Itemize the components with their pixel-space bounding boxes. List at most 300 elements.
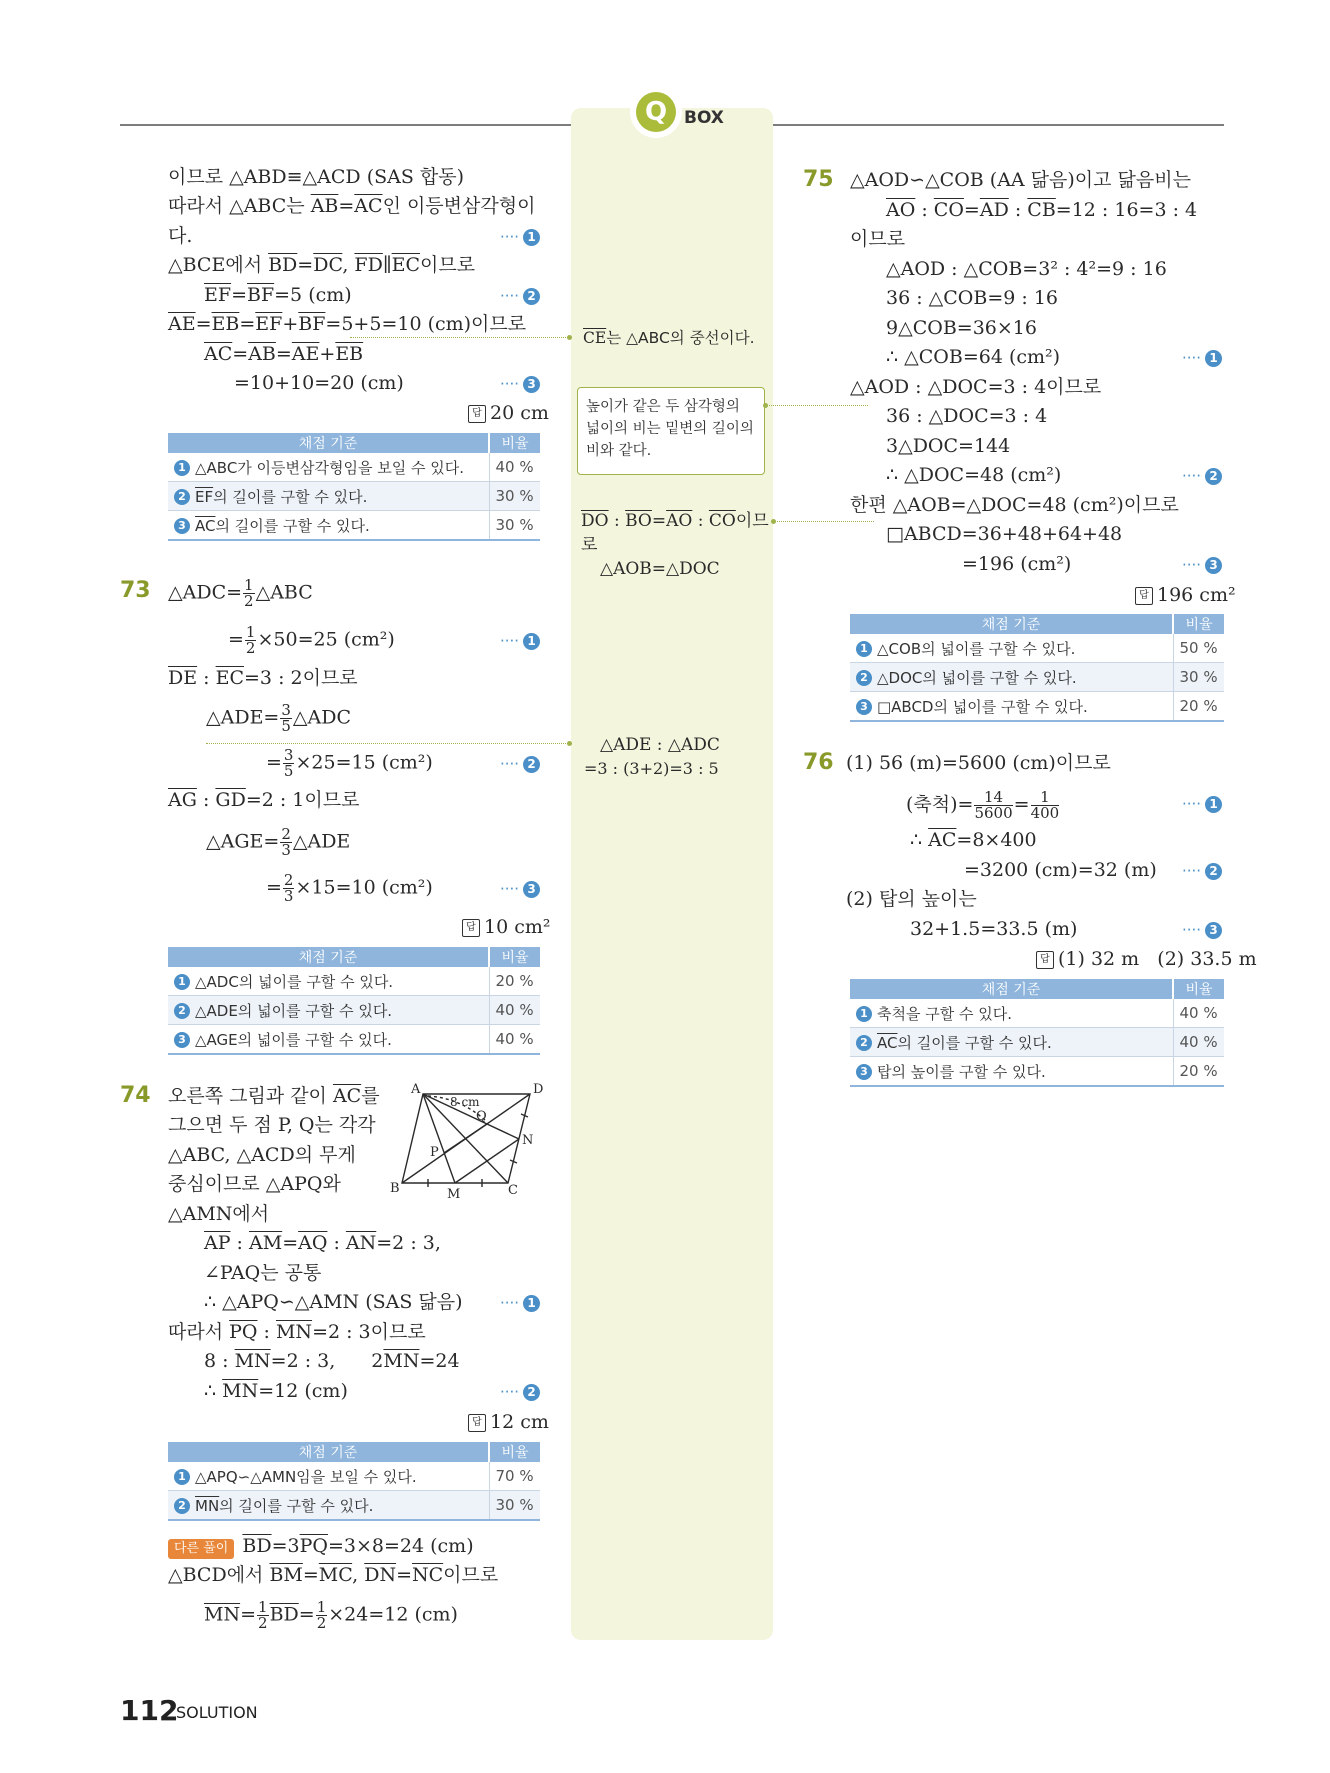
- seg: $\overline{AQ}$: [298, 1232, 328, 1254]
- circle-num: 2: [523, 288, 540, 305]
- page-number: 112: [120, 1694, 179, 1727]
- p74-alt-line-1: [168, 1533, 474, 1559]
- circle-num: 1: [174, 1469, 190, 1485]
- p75-line-9: 36 : △DOC=3 : 4: [886, 405, 1048, 427]
- ratio-cell: 20 %: [1173, 1057, 1224, 1087]
- seg: $\overline{BF}$: [298, 313, 326, 335]
- t: 인 이등변삼각형이: [382, 195, 536, 217]
- criteria-header: 채점 기준: [168, 947, 489, 967]
- t: =8×400: [956, 829, 1037, 851]
- fraction: [1031, 790, 1060, 821]
- t: =: [1013, 793, 1030, 816]
- seg: $\overline{PQ}$: [229, 1321, 258, 1343]
- criteria-cell: [850, 692, 1173, 722]
- leader-line-1: [350, 337, 572, 338]
- dots: ····: [500, 228, 520, 246]
- t: 이므로: [443, 1564, 499, 1586]
- numerator: 1: [258, 1598, 268, 1616]
- seg: $\overline{AN}$: [345, 1232, 377, 1254]
- t: :: [608, 511, 626, 531]
- p74-line-8: ∴ △APQ∽△AMN (SAS 닮음): [204, 1291, 463, 1313]
- seg: $\overline{CO}$: [708, 511, 736, 531]
- criteria-cell: [168, 453, 489, 482]
- answer-icon: 답: [1135, 587, 1153, 605]
- t: =: [651, 511, 667, 531]
- denominator: 5: [283, 762, 294, 780]
- t: +: [319, 343, 336, 365]
- denominator: 5600: [974, 804, 1013, 822]
- t: :: [915, 199, 934, 221]
- qbox-note-ce: [583, 326, 755, 350]
- circle-num: 2: [523, 756, 540, 773]
- ratio-cell: 40 %: [1173, 999, 1224, 1028]
- seg: $\overline{AC}$: [195, 516, 216, 535]
- p75-line-14: =196 (cm²): [962, 553, 1072, 575]
- answer-text: (1) 32 m (2) 33.5 m: [1058, 948, 1257, 970]
- t: 의 길이를 구할 수 있다.: [213, 487, 368, 506]
- circle-num: 1: [856, 641, 872, 657]
- p75-line-2: [886, 197, 1197, 223]
- criteria-header: 채점 기준: [850, 979, 1173, 999]
- seg: $\overline{AB}$: [248, 343, 276, 365]
- seg: $\overline{EC}$: [391, 254, 421, 276]
- step-marker-3: [500, 880, 540, 898]
- p73-line-5: [266, 748, 433, 779]
- ratio-cell: 40 %: [489, 996, 540, 1025]
- p76-line-4: =3200 (cm)=32 (m): [964, 859, 1157, 881]
- t: ,: [342, 254, 355, 276]
- seg: $\overline{EC}$: [215, 667, 245, 689]
- t: 2: [371, 1350, 384, 1372]
- seg: $\overline{DO}$: [581, 511, 609, 531]
- dots: ····: [500, 1294, 520, 1312]
- seg: $\overline{AB}$: [310, 195, 339, 217]
- criteria-cell: [168, 996, 489, 1025]
- circle-num: 3: [856, 699, 872, 715]
- criteria-header: 채점 기준: [850, 614, 1173, 634]
- seg-pq: [444, 1124, 487, 1153]
- dots: ····: [500, 880, 520, 898]
- circle-num: 3: [1205, 922, 1222, 939]
- criteria-header: 채점 기준: [168, 1442, 489, 1462]
- label-c: C: [508, 1183, 518, 1198]
- circle-num: 2: [1205, 863, 1222, 880]
- p74-line-1: [168, 1083, 380, 1109]
- step-marker-2: [500, 1383, 540, 1401]
- criteria-cell: [850, 1028, 1173, 1057]
- answer-text: 20 cm: [490, 402, 549, 424]
- t: =2 : 3이므로: [312, 1321, 426, 1343]
- t: =: [963, 199, 980, 221]
- criteria-cell: [168, 511, 489, 541]
- t: =12 (cm): [258, 1380, 348, 1402]
- t: :: [692, 511, 709, 531]
- fraction: [280, 703, 292, 734]
- p74-line-10: [204, 1348, 460, 1374]
- circle-num: 1: [523, 1295, 540, 1312]
- step-marker-2: [500, 755, 540, 773]
- seg: $\overline{AC}$: [928, 829, 957, 851]
- circle-num: 2: [856, 670, 872, 686]
- t: =3 : 2이므로: [244, 667, 358, 689]
- seg: $\overline{CO}$: [933, 199, 964, 221]
- dots: ····: [1182, 556, 1202, 574]
- p76-criteria-table: [850, 979, 1224, 1087]
- p74-line-3: △ABC, △ACD의 무게: [168, 1144, 356, 1166]
- circle-num: 3: [856, 1064, 872, 1080]
- p75-line-4: △AOD : △COB=3² : 4²=9 : 16: [886, 258, 1167, 280]
- seg: $\overline{MN}$: [234, 1350, 271, 1372]
- p72-line-6: [168, 311, 526, 337]
- p72-line-2: [168, 193, 535, 219]
- p74-criteria-table: [168, 1442, 540, 1521]
- t: =2 : 3,: [376, 1232, 441, 1254]
- p73-criteria-table: [168, 947, 540, 1055]
- t: =: [195, 313, 212, 335]
- seg: $\overline{MC}$: [318, 1564, 353, 1586]
- seg: $\overline{CB}$: [1027, 199, 1056, 221]
- t: =: [240, 1603, 257, 1626]
- t: =: [338, 195, 355, 217]
- p76-answer: [1036, 948, 1257, 970]
- fraction: [280, 827, 292, 858]
- seg: $\overline{NC}$: [412, 1564, 444, 1586]
- t: =: [275, 343, 292, 365]
- ratio-header: 비율: [489, 1442, 540, 1462]
- t: :: [1008, 199, 1028, 221]
- p73-line-3: [168, 665, 358, 691]
- criteria-cell: [168, 1491, 489, 1521]
- problem-number: 76: [803, 750, 834, 775]
- numerator: 1: [316, 1598, 327, 1616]
- dots: ····: [500, 375, 520, 393]
- criteria-cell: [168, 1025, 489, 1055]
- p75-line-3: 이므로: [850, 228, 906, 250]
- qbox-note-aob: △AOB=△DOC: [600, 559, 720, 579]
- seg: $\overline{EF}$: [195, 487, 214, 506]
- t: :: [196, 789, 216, 811]
- numerator: 1: [1031, 790, 1060, 806]
- seg: $\overline{AC}$: [332, 1085, 362, 1107]
- fraction: [245, 625, 257, 656]
- t: 이므: [735, 511, 769, 531]
- seg: $\overline{MN}$: [204, 1603, 241, 1626]
- qbox-note-do: [581, 509, 769, 533]
- qbox-note-ade: △ADE : △ADC: [600, 735, 720, 755]
- step-marker-3: [1182, 921, 1222, 939]
- p74-line-5: △AMN에서: [168, 1203, 270, 1225]
- t: =: [297, 254, 314, 276]
- label-a: A: [411, 1082, 421, 1097]
- seg: $\overline{AC}$: [877, 1033, 898, 1052]
- t: =: [302, 1564, 319, 1586]
- p75-criteria-table: [850, 614, 1224, 722]
- p75-line-12: 한편 △AOB=△DOC=48 (cm²)이므로: [850, 494, 1179, 516]
- criteria-cell: [850, 663, 1173, 692]
- p74-line-4: 중심이므로 △APQ와: [168, 1173, 341, 1195]
- step-marker-2: [1182, 862, 1222, 880]
- t: :: [327, 1232, 346, 1254]
- circle-num: 1: [523, 633, 540, 650]
- seg: $\overline{FD}$: [354, 254, 383, 276]
- circle-num: 3: [523, 881, 540, 898]
- leader-line-ade: [206, 743, 572, 744]
- denominator: 3: [283, 887, 294, 905]
- t: (축척)=: [906, 793, 974, 816]
- criteria-cell: [850, 999, 1173, 1028]
- criteria-cell: [168, 967, 489, 996]
- ratio-header: 비율: [489, 433, 540, 453]
- t: 오른쪽 그림과 같이: [168, 1085, 333, 1107]
- t: ×25=15 (cm²): [295, 751, 433, 774]
- p72-line-7: [204, 341, 363, 367]
- ratio-header: 비율: [1173, 614, 1224, 634]
- circle-num: 1: [174, 460, 190, 476]
- t: △ABC가 이등변삼각형임을 보일 수 있다.: [195, 458, 464, 477]
- p75-line-11: ∴ △DOC=48 (cm²): [886, 464, 1062, 486]
- label-b: B: [390, 1181, 400, 1196]
- qbox-note-do-2: 로: [581, 535, 598, 555]
- seg: $\overline{BM}$: [269, 1564, 303, 1586]
- leader-dot: [567, 335, 572, 340]
- answer-icon: 답: [462, 919, 480, 937]
- t: =: [298, 1603, 315, 1626]
- t: ∴: [910, 829, 929, 851]
- p75-line-5: 36 : △COB=9 : 16: [886, 287, 1059, 309]
- t: 이므로: [420, 254, 476, 276]
- circle-num: 1: [1205, 350, 1222, 367]
- denominator: 3: [281, 841, 291, 859]
- t: △DOC의 넓이를 구할 수 있다.: [877, 668, 1077, 687]
- dots: ····: [500, 287, 520, 305]
- circle-num: 2: [174, 1498, 190, 1514]
- seg: $\overline{DC}$: [313, 254, 343, 276]
- p72-criteria-table: [168, 433, 540, 541]
- t: =: [232, 343, 249, 365]
- denominator: 2: [245, 639, 256, 657]
- t: :: [197, 667, 216, 689]
- t: 8 :: [204, 1350, 235, 1372]
- seg: $\overline{MN}$: [222, 1380, 259, 1402]
- p75-line-13: □ABCD=36+48+64+48: [886, 523, 1123, 545]
- p73-answer: [462, 916, 551, 938]
- ratio-header: 비율: [489, 947, 540, 967]
- t: =3×8=24 (cm): [327, 1535, 474, 1557]
- circle-num: 3: [174, 1032, 190, 1048]
- t: =: [396, 1564, 412, 1586]
- dots: ····: [1182, 795, 1202, 813]
- p73-line-6: [168, 787, 359, 813]
- circle-num: 2: [174, 1003, 190, 1019]
- p72-line-5: [204, 282, 352, 308]
- label-n: N: [522, 1133, 534, 1148]
- seg: $\overline{EF}$: [204, 284, 232, 306]
- numerator: 3: [283, 746, 294, 764]
- ratio-cell: 40 %: [489, 453, 540, 482]
- t: ∴: [204, 1380, 223, 1402]
- qbox-note-ratio: =3 : (3+2)=3 : 5: [584, 759, 719, 778]
- t: =3: [271, 1535, 300, 1557]
- seg: $\overline{MN}$: [275, 1321, 313, 1343]
- denominator: 2: [244, 592, 254, 610]
- seg: $\overline{AC}$: [204, 343, 233, 365]
- ratio-header: 비율: [1173, 979, 1224, 999]
- answer-icon: 답: [1036, 951, 1054, 969]
- t: △COB의 넓이를 구할 수 있다.: [877, 639, 1076, 658]
- t: :: [257, 1321, 276, 1343]
- dots: ····: [1182, 862, 1202, 880]
- fraction: [974, 790, 1012, 821]
- ratio-cell: 30 %: [489, 1491, 540, 1521]
- circle-num: 1: [174, 974, 190, 990]
- seg: $\overline{EB}$: [335, 343, 364, 365]
- p76-line-3: [910, 827, 1037, 853]
- denominator: 2: [316, 1614, 327, 1632]
- numerator: 14: [974, 790, 1012, 806]
- t: =: [282, 1232, 299, 1254]
- denominator: 2: [258, 1614, 268, 1632]
- step-marker-2: [1182, 467, 1222, 485]
- t: =2 : 3,: [270, 1350, 336, 1372]
- t: □ABCD의 넓이를 구할 수 있다.: [877, 697, 1088, 716]
- label-8cm: 8 cm: [450, 1095, 480, 1109]
- t: =12 : 16=3 : 4: [1055, 199, 1198, 221]
- step-marker-1: [500, 1294, 540, 1312]
- label-m: M: [447, 1187, 461, 1200]
- leader-line-box: [766, 405, 868, 406]
- p73-line-8: [266, 873, 433, 904]
- t: 따라서 △ABC는: [168, 195, 311, 217]
- seg: $\overline{AC}$: [354, 195, 383, 217]
- ratio-cell: 50 %: [1173, 634, 1224, 663]
- t: ∥: [382, 254, 392, 276]
- seg: $\overline{BO}$: [625, 511, 652, 531]
- seg: $\overline{BF}$: [246, 284, 275, 306]
- step-marker-1: [1182, 349, 1222, 367]
- p74-line-7: ∠PAQ는 공통: [204, 1262, 322, 1284]
- p73-line-7: [206, 827, 350, 858]
- fraction: [283, 873, 295, 904]
- t: 따라서: [168, 1321, 230, 1343]
- seg: $\overline{AM}$: [249, 1232, 283, 1254]
- dots: ····: [1182, 349, 1202, 367]
- criteria-cell: [168, 1462, 489, 1491]
- p74-line-9: [168, 1319, 426, 1345]
- t: 는 △ABC의 중선이다.: [606, 329, 755, 347]
- ratio-cell: 20 %: [489, 967, 540, 996]
- seg: $\overline{BD}$: [269, 1603, 299, 1626]
- p74-line-11: [204, 1378, 348, 1404]
- t: ×15=10 (cm²): [295, 876, 433, 899]
- t: =: [266, 751, 282, 774]
- t: =: [228, 628, 244, 651]
- qbox-word: BOX: [684, 108, 724, 128]
- t: △APQ∽△AMN임을 보일 수 있다.: [195, 1467, 417, 1486]
- ratio-cell: 30 %: [1173, 663, 1224, 692]
- t: △ADE의 넓이를 구할 수 있다.: [195, 1001, 393, 1020]
- circle-num: 1: [523, 229, 540, 246]
- t: =: [231, 284, 247, 306]
- t: 탑의 높이를 구할 수 있다.: [877, 1062, 1046, 1081]
- criteria-cell: [850, 634, 1173, 663]
- p73-line-1: [168, 578, 313, 609]
- circle-num: 3: [1205, 557, 1222, 574]
- fraction: [283, 748, 295, 779]
- label-d: D: [533, 1082, 544, 1097]
- t: :: [230, 1232, 249, 1254]
- ratio-cell: 30 %: [489, 511, 540, 541]
- ratio-cell: 30 %: [489, 482, 540, 511]
- seg: $\overline{BD}$: [242, 1535, 272, 1557]
- t: +: [282, 313, 299, 335]
- seg: $\overline{EF}$: [255, 313, 283, 335]
- denominator: 400: [1030, 804, 1060, 822]
- seg: $\overline{DN}$: [364, 1564, 397, 1586]
- ratio-cell: 40 %: [489, 1025, 540, 1055]
- p74-alt-line-3: [204, 1600, 458, 1631]
- p72-line-4: [168, 252, 475, 278]
- t: 를: [361, 1085, 380, 1107]
- ratio-cell: 40 %: [1173, 1028, 1224, 1057]
- top-rule-left: [120, 124, 572, 126]
- seg: $\overline{EB}$: [211, 313, 240, 335]
- numerator: 2: [281, 825, 291, 843]
- p72-line-3: 다.: [168, 225, 193, 247]
- p74-line-2: 그으면 두 점 P, Q는 각각: [168, 1114, 376, 1136]
- t: △AGE의 넓이를 구할 수 있다.: [195, 1030, 392, 1049]
- fraction: [316, 1600, 328, 1631]
- t: △ADE: [292, 830, 351, 853]
- t: △AGE=: [206, 830, 280, 853]
- seg: $\overline{AE}$: [291, 343, 320, 365]
- step-marker-3: [1182, 556, 1222, 574]
- t: △ADC=: [168, 581, 243, 604]
- t: △BCD에서: [168, 1564, 270, 1586]
- seg: $\overline{AO}$: [886, 199, 916, 221]
- footer-label: SOLUTION: [176, 1703, 258, 1722]
- leader-line-do: [774, 521, 874, 522]
- seg: $\overline{CE}$: [583, 329, 607, 347]
- seg: $\overline{AE}$: [168, 313, 196, 335]
- circle-num: 3: [523, 376, 540, 393]
- t: 축척을 구할 수 있다.: [877, 1004, 1012, 1023]
- answer-icon: 답: [468, 1414, 486, 1432]
- t: =5+5=10 (cm)이므로: [325, 313, 527, 335]
- answer-icon: 답: [468, 405, 486, 423]
- p75-line-6: 9△COB=36×16: [886, 317, 1037, 339]
- step-marker-1: [500, 632, 540, 650]
- seg: $\overline{BD}$: [268, 254, 298, 276]
- p73-line-4: [206, 703, 351, 734]
- seg: $\overline{AP}$: [204, 1232, 231, 1254]
- label-p: P: [430, 1145, 439, 1160]
- p72-line-8: =10+10=20 (cm): [234, 372, 404, 394]
- numerator: 1: [244, 576, 254, 594]
- fraction: [243, 578, 255, 609]
- criteria-cell: [850, 1057, 1173, 1087]
- answer-text: 196 cm²: [1157, 584, 1236, 606]
- t: △ADE=: [206, 706, 280, 729]
- t: =: [239, 313, 256, 335]
- p72-line-1: 이므로 △ABD≡△ACD (SAS 합동): [168, 166, 465, 188]
- answer-text: 10 cm²: [484, 916, 551, 938]
- t: △ADC의 넓이를 구할 수 있다.: [195, 972, 394, 991]
- numerator: 1: [245, 623, 256, 641]
- dots: ····: [1182, 467, 1202, 485]
- alt-solution-tag: 다른 풀이: [168, 1539, 234, 1559]
- t: △ADC: [292, 706, 352, 729]
- circle-num: 2: [1205, 468, 1222, 485]
